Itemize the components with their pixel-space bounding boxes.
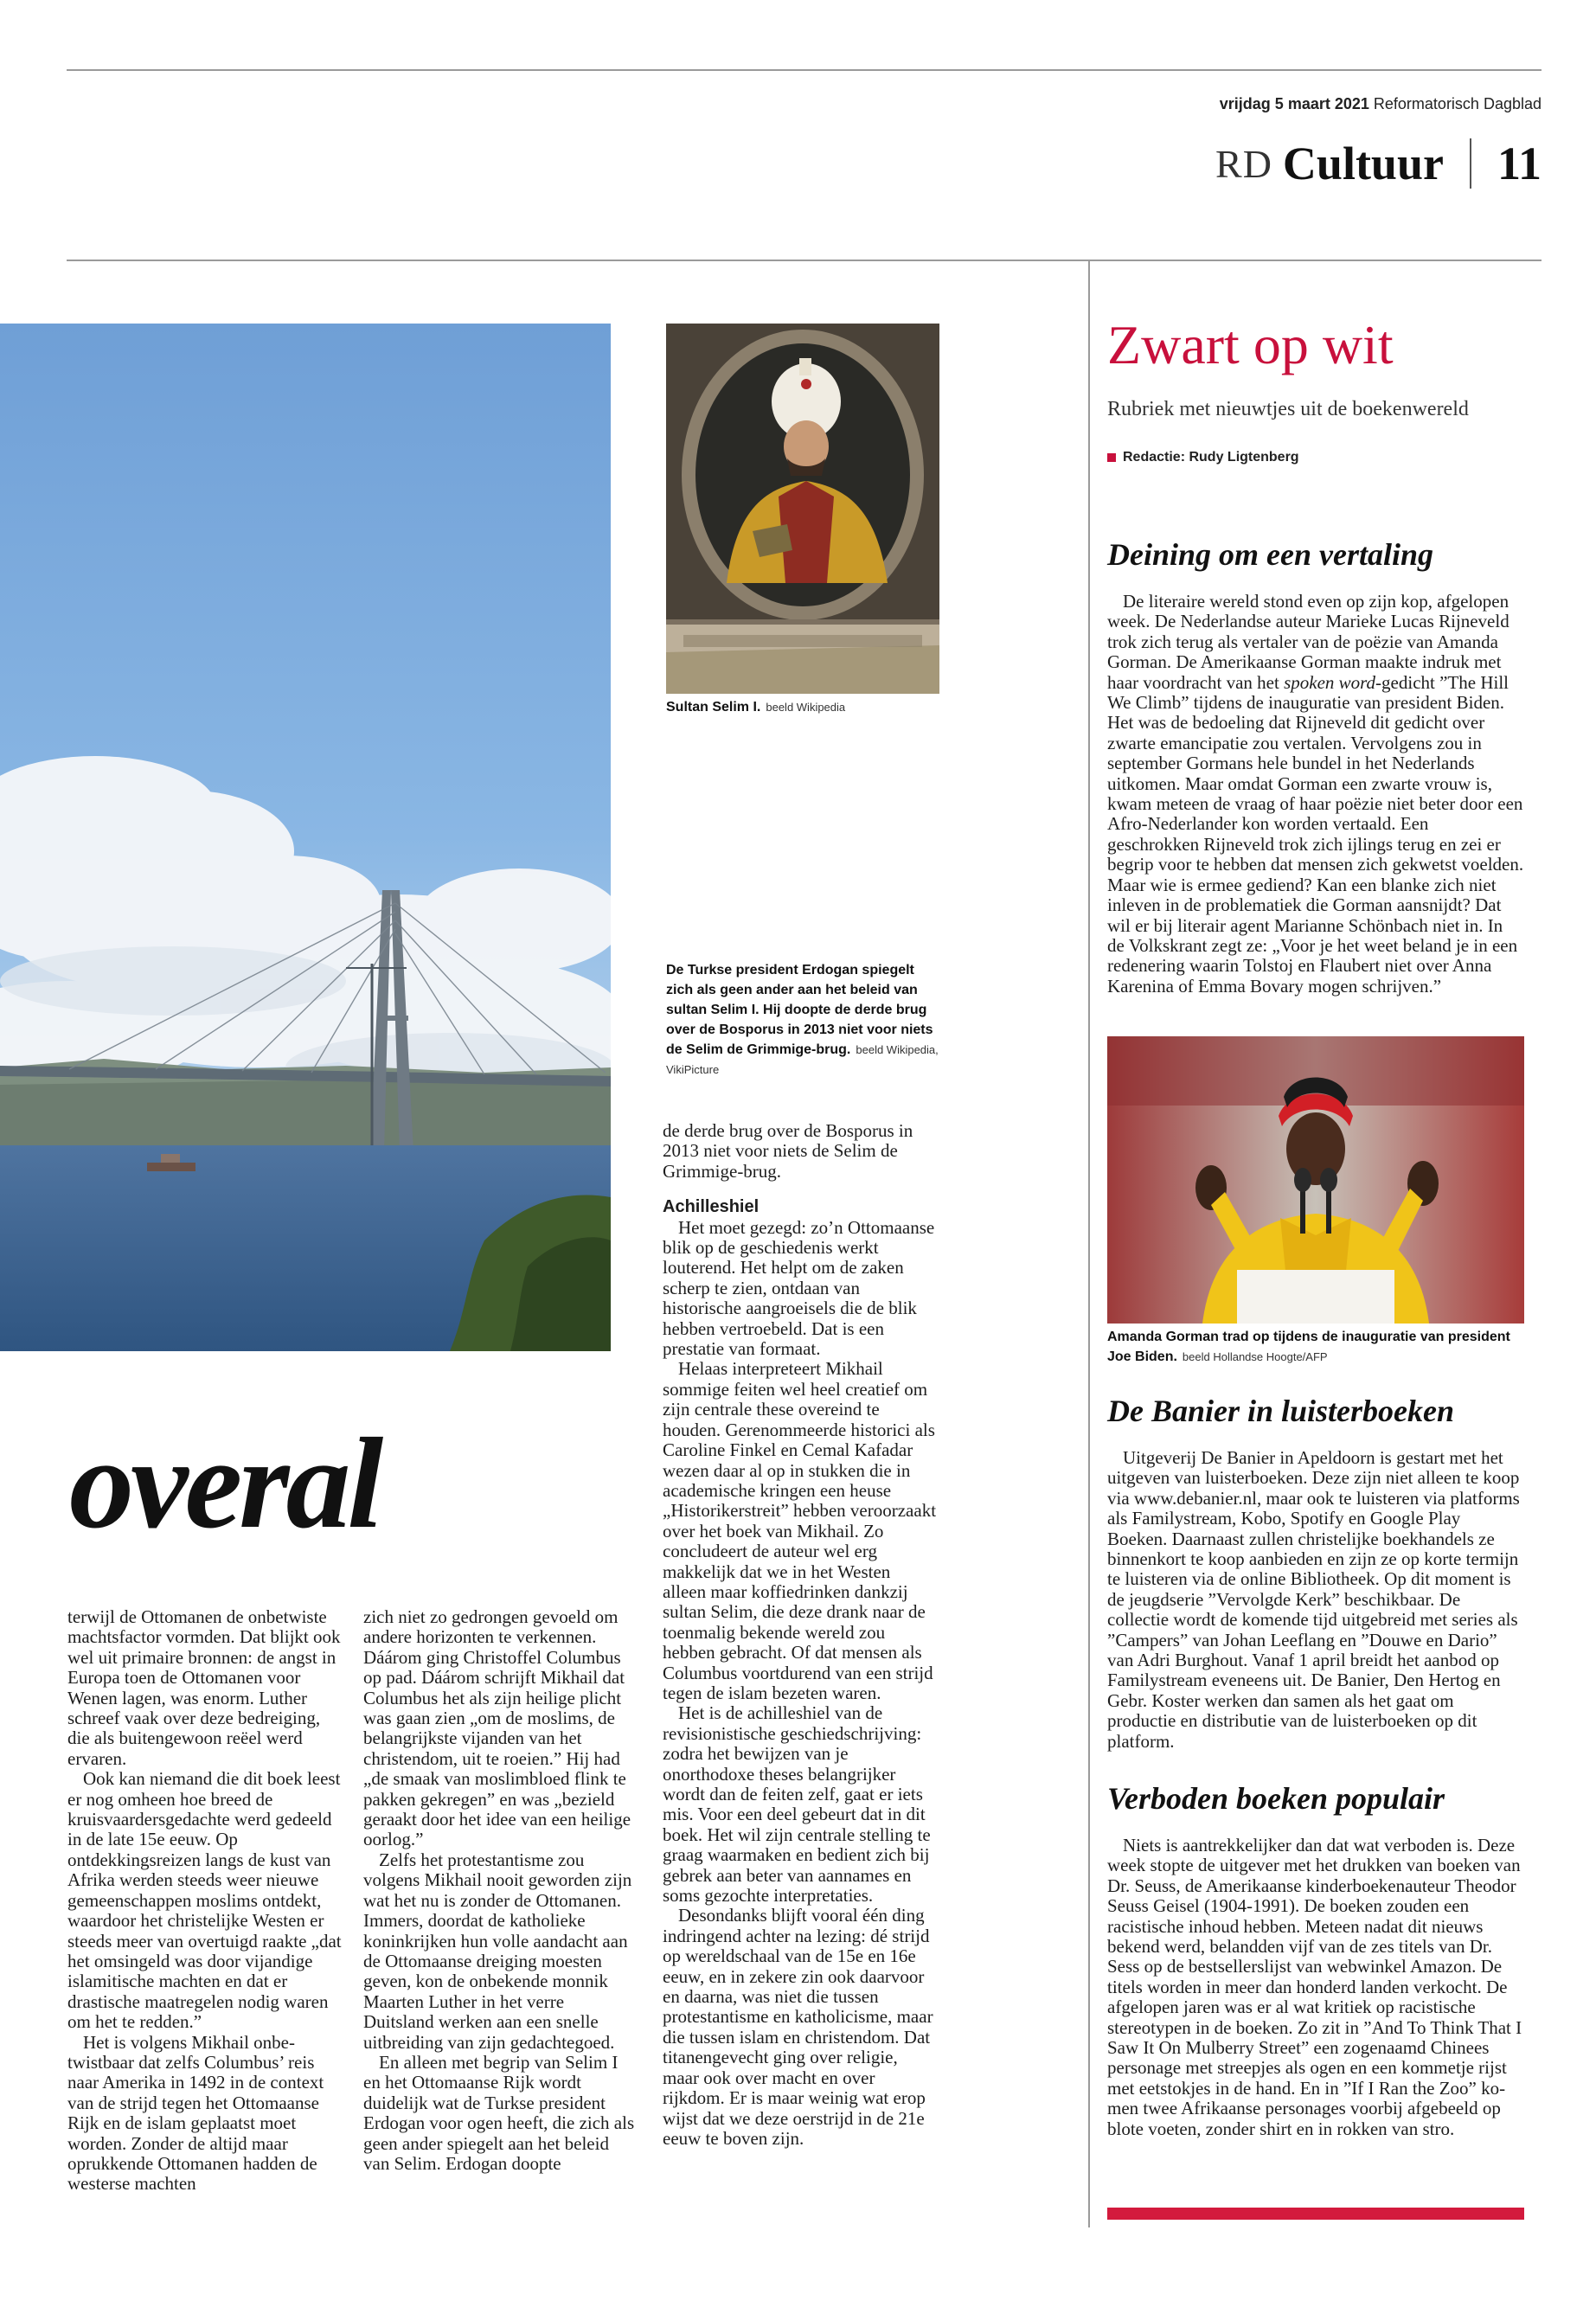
sultan-caption-credit: beeld Wikipedia (766, 701, 846, 714)
paragraph: Zelfs het protestantisme zou volgens Mikhail nooit geworden zijn wat het nu is zonder de Ottomanen. Immers, doordat de katholieke koninkrijken hun volle aandacht aan de Ottomaanse dreiging moesten geven, kon de onbekende monnik Maarten Luther in het verre Duitsland werken aan een snelle uitbreiding van zijn gedachtegoed. (363, 1849, 632, 2053)
paragraph: Helaas interpreteert Mikhail sommige feiten wel heel creatief om zijn centrale these overeind te houden. Gerenommeerde historici als Caroline Finkel en Cemal Kafadar wezen daar al op in stukken die in academische kringen een heuse „Historikerstreit” hebben veroorzaakt over het boek van Mikhail. Zo concludeert de auteur wel erg makkelijk dat we in het Westen alleen maar koffiedrinken dankzij sultan Selim, die deze drank naar de toenmalig bekende wereld zou hebben gebracht. Of dat mensen als Columbus voortdurend van een strijd tegen de islam bezeten waren. (663, 1358, 937, 1703)
paragraph: de derde brug over de Bosporus in 2013 niet voor niets de Selim de Grimmige-brug. (663, 1120, 913, 1182)
paragraph: Het is volgens Mikhail onbetwistbaar dat zelfs Columbus’ reis naar Amerika in 1492 in de context van de strijd tegen het Ottomaanse Rijk en de islam geplaatst moet worden. Zonder de altijd maar oprukkende Ottomanen hadden de westerse machten (67, 2031, 324, 2195)
header-bottom-rule (67, 260, 1542, 261)
paragraph: Niets is aantrekkelijker dan dat wat verboden is. Deze week stopte de uitgever met het drukken van boeken van Dr. Seuss, de Amerikaanse kinderboekenauteur Theodor Seuss Geisel (1904-1991). De boeken zouden een racistische inhoud hebben. Meteen nadat dit nieuws bekend werd, belandden vijf van de zes titels van Dr. Sess op de bestsellerslijst van webwinkel Amazon. De titels worden in meer dan honderd landen verkocht. De afgelopen jaren was er al wat kritiek op racistische stereotypen in de boeken. Zo zit in ”And To Think That I Saw It On Mulberry Street” een zogenaamd Chinees personage met streepjes als ogen en een kommetje rijst met eetstokjes in de hand. En in ”If I Ran the Zoo” komen twee Afrikaanse personages voorbij afgebeeld op blote voeten, zonder shirt en in rokken van stro. (1107, 1835, 1522, 2139)
header-divider (1470, 138, 1471, 189)
accent-square (1107, 453, 1116, 462)
news-item-body (1107, 1448, 1524, 1752)
dateline (1220, 95, 1542, 113)
news-headline: Verboden boeken populair (1107, 1781, 1445, 1816)
paragraph (1107, 592, 1524, 997)
column-title: Zwart op wit (1107, 314, 1394, 375)
paragraph: En alleen met begrip van Selim I en het Ottomaanse Rijk wordt duidelijk wat de Turkse president Erdogan voor ogen heeft, die zich als geen ander spiegelt aan het beleid van Selim. Erdogan doopte (363, 2051, 635, 2174)
issue-date: vrijdag 5 maart 2021 (1219, 95, 1369, 112)
paragraph: Het moet gezegd: zo’n Ottomaanse blik op de geschiedenis werkt louterend. Het helpt om de zaken scherp te zien, ontdaan van historische aangroeisels die de blik hebben vertroebeld. Dat is een prestatie van formaat. (663, 1216, 935, 1360)
paragraph: Uitgeverij De Banier in Apeldoorn is gestart met het uitgeven van luisterboeken. Deze zijn niet alleen te koop via www.debanier.nl, maar ook te luisteren via platforms als Familystream, Kobo, Spotify en Google Play Boeken. Daarnaast zullen christelijke boekhandels ze binnenkort te koop aanbieden en zijn ze op korte termijn te luisteren via de online Bibliotheek. Op dit moment is de jeugdserie ”Vervolgde Kerk” beschikbaar. De collectie wordt de komende tijd uitgebreid met series als ”Campers” van Johan Leeflang en ”Douwe en Dario” van Adri Burghout. Vanaf 1 april breidt het aanbod op Familystream eveneens uit. De Banier, Den Hertog en Gebr. Koster werken dan samen als het gaat om productie en distributie van de luisterboeken op dit platform. (1107, 1447, 1520, 1752)
paragraph: Het is de achilleshiel van de revisionistische geschiedschrijving: zodra het bewijzen van je onorthodoxe theses belangrijker wordt dan de feiten zelf, gaat er iets mis. Voor een deel gebeurt dat in dit boek. Het wil zijn centrale stelling te graag waarmaken en bedient zich bij gebrek aan beter van aannames en soms gezochte interpretaties. (663, 1702, 931, 1907)
sidebar-divider (1088, 260, 1090, 2227)
text-run: De literaire wereld stond even op zijn kop, afgelopen week. De Nederlandse auteur Marieke Lucas Rijneveld trok zich terug als vertaler van de poëzie van Amanda Gorman. De Amerikaanse Gorman maakte indruk met haar voordracht van het (1107, 591, 1509, 693)
article-column-2 (363, 1607, 638, 2174)
article-column-3 (663, 1121, 938, 2149)
news-item-body (1107, 1836, 1524, 2139)
bridge-caption-text: De Turkse president Erdogan spiegelt zich als geen ander aan het beleid van sultan Selim I. Hij doopte de derde brug over de Bosporus in 2013 niet voor niets de Selim de Grimmige-brug. (666, 963, 933, 1057)
sultan-caption-text: Sultan Selim I. (666, 700, 761, 715)
article-column-1 (67, 1607, 343, 2195)
headline-word: overal (69, 1412, 381, 1555)
bridge-photo (0, 324, 611, 1351)
sultan-portrait (666, 324, 939, 694)
paragraph: zich niet zo gedrongen gevoeld om andere horizonten te verkennen. Dáárom ging Christoffel Columbus op pad. Dáárom schrijft Mikhail dat Columbus het als zijn heilige plicht was gaan zien „om de moslims, de belangrijkste vijanden van het christendom, uit te roeien.” Hij had „de smaak van moslimbloed flink te pakken gekregen” en was „bezield geraakt door het idee van een heilige oorlog.” (363, 1606, 631, 1850)
gorman-caption-credit: beeld Hollandse Hoogte/AFP (1182, 1350, 1328, 1363)
sultan-caption (666, 697, 943, 717)
text-run: -gedicht ”The Hill We Climb” tijdens de inauguratie van president Biden. Het was de bedoeling dat Rijneveld dit gedicht over zwarte emancipatie zou vertalen. Vervolgens zou in september Gormans hele bundel in het Nederlands uitkomen. Maar omdat Gorman een zwarte vrouw is, kwam meteen de vraag of haar poëzie niet beter door een Afro-Nederlander kon worden vertaald. Een geschrokken Rijneveld trok zich ijlings terug en zei er begrip voor te hebben dat mensen zich gekwetst voelden. Maar wie is ermee gediend? Kan een blanke zich niet inleven in de problematiek die Gorman aansnijdt? Dat wil er bij literair agent Marianne Schönbach niet in. In de Volkskrant zegt ze: „Voor je het weet beland je in een redenering waarin Tolstoj en Flaubert niet over Anna Karenina of Emma Bovary mogen schrijven.” (1107, 671, 1524, 997)
top-rule (67, 69, 1542, 71)
subheading: Achilleshiel (663, 1197, 760, 1217)
section-header (1215, 137, 1542, 190)
news-headline: Deining om een vertaling (1107, 537, 1433, 572)
column-editor (1107, 450, 1299, 465)
paper-name: Reformatorisch Dagblad (1373, 95, 1542, 112)
section-name: Cultuur (1282, 138, 1444, 189)
sidebar-bottom-bar (1107, 2208, 1524, 2220)
column-subtitle: Rubriek met nieuwtjes uit de boekenwereld (1107, 398, 1469, 420)
bridge-caption-credit: beeld Wikipedia, VikiPicture (666, 1043, 939, 1076)
page-number: 11 (1497, 138, 1542, 189)
bridge-caption (666, 960, 939, 1080)
paragraph: terwijl de Ottomanen de onbetwiste machtsfactor vormden. Dat blijkt ook wel uit primaire bronnen: de angst in Europa toen de Ottomanen voor Wenen lagen, was enorm. Luther schreef vaak over deze bedreiging, die als buitengewoon reëel werd ervaren. (67, 1606, 341, 1769)
paragraph: Ook kan niemand die dit boek leest er nog omheen hoe breed de kruisvaardersgedachte werd gedeeld in de late 15e eeuw. Op ontdekkingsreizen langs de kust van Afrika werden steeds weer nieuwe gemeenschappen moslims ontdekt, waardoor het christelijke Westen er steeds meer van overtuigd raakte „dat het omsingeld was door vijandige islamitische machten en dat er drastische maatregelen nodig waren om het te redden.” (67, 1768, 342, 2033)
gorman-photo (1107, 1036, 1524, 1324)
section-prefix: RD (1215, 141, 1272, 186)
text-run-italic: spoken word (1284, 671, 1376, 693)
gorman-caption-text: Amanda Gorman trad op tijdens de inauguratie van president Joe Biden. (1107, 1330, 1510, 1364)
editor-name: Redactie: Rudy Ligtenberg (1123, 450, 1299, 465)
gorman-caption (1107, 1327, 1524, 1367)
paragraph: Desondanks blijft vooral één ding indringend achter na lezing: dé strijd op wereldschaal van de 15e en 16e eeuw, en in zekere zin ook daarvoor en daarna, was niet die tussen protestantisme en katholicisme, maar die tussen islam en christendom. Dat titanengevecht ging over religie, maar ook over macht en over rijkdom. Er is maar weinig wat erop wijst dat we deze oerstrijd in de 21e eeuw te boven zijn. (663, 1905, 933, 2149)
news-item-body (1107, 592, 1524, 997)
news-headline: De Banier in luisterboeken (1107, 1394, 1455, 1428)
